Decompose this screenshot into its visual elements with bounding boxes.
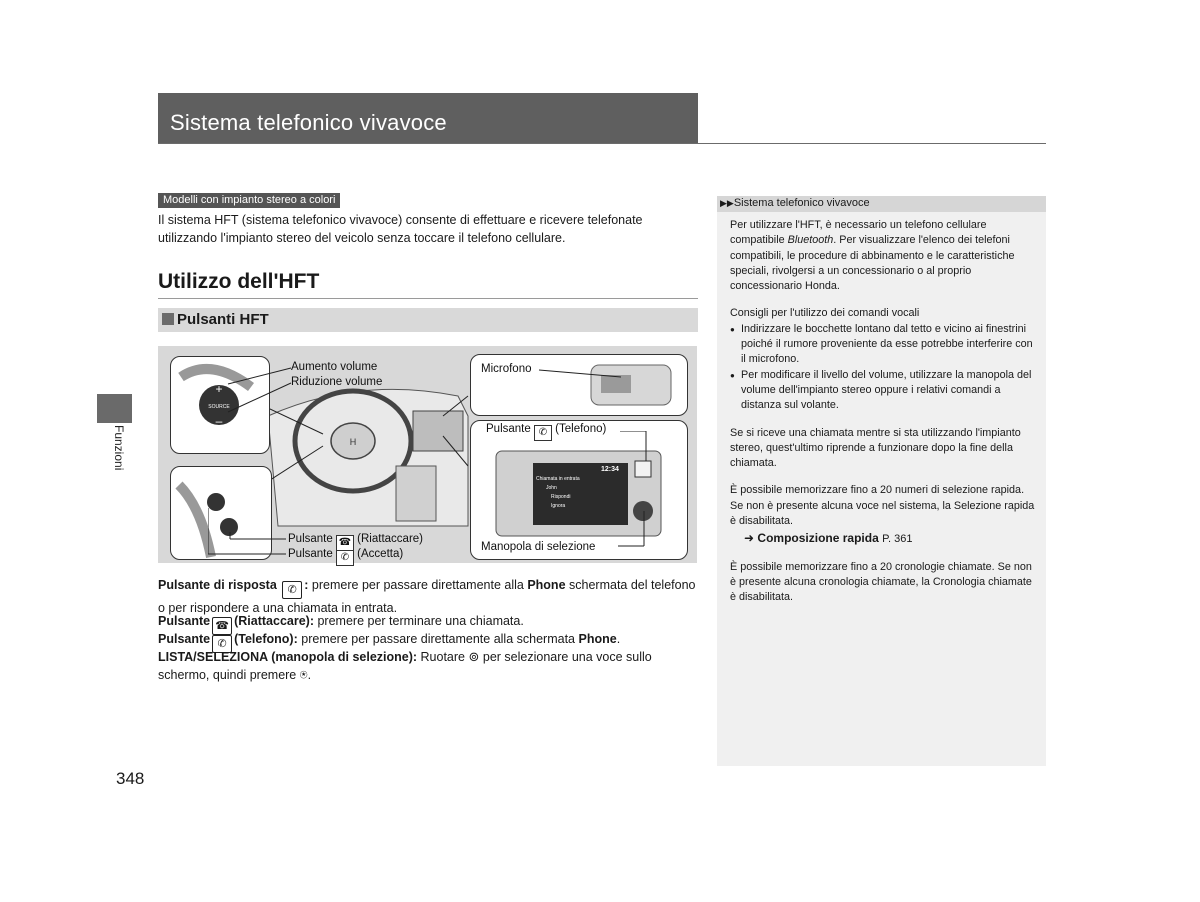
phone-button-label: Pulsante ✆ (Telefono) [486, 423, 606, 441]
answer-icon: ✆ [282, 581, 302, 599]
page-number: 348 [116, 769, 145, 788]
svg-text:H: H [349, 437, 357, 447]
intro-paragraph: Il sistema HFT (sistema telefonico vivavoce) consente di effettuare e ricevere telefonate utilizzando l'impianto stereo del veicolo senza toccare il telefono cellulare. [158, 213, 643, 245]
answer-icon: ✆ [336, 550, 354, 566]
note-p5: È possibile memorizzare fino a 20 cronologie chiamate. Se non è presente alcuna cronologia chiamate, la Cronologia chiamate è disabilitata. [730, 560, 1032, 604]
phone-icon: ✆ [212, 635, 232, 653]
hangup-icon: ☎ [212, 617, 232, 635]
hangup-icon: ☎ [336, 535, 354, 551]
microphone-label: Microfono [481, 363, 532, 375]
screen-line2: John [546, 485, 557, 491]
screen-time: 12:34 [601, 466, 619, 473]
phone-description: Pulsante ✆ (Telefono): premere per passare direttamente alla schermata Phone. [158, 630, 698, 653]
screen-btn-answer: Rispondi [551, 494, 571, 500]
title-rule [158, 143, 1046, 144]
screen-line1: Chiamata in entrata [536, 476, 580, 482]
answer-label: Pulsante ✆ (Accetta) [288, 548, 403, 566]
press-knob-icon: ⍟ [299, 667, 308, 682]
note-tips-title: Consigli per l'utilizzo dei comandi vocali [730, 307, 920, 320]
phone-icon: ✆ [534, 425, 552, 441]
note-tip: ● Indirizzare le bocchette lontano dal tetto e vicino ai finestrini poiché il rumore proveniente da esse potrebbe interferire con il microfono. [730, 322, 1035, 368]
vol-down-label: Riduzione volume [291, 376, 383, 388]
vol-leaders [218, 366, 298, 416]
svg-text:–: – [215, 414, 223, 428]
section-title: Utilizzo dell'HFT [158, 270, 320, 293]
note-p1: Per utilizzare l'HFT, è necessario un telefono cellulare compatibile Bluetooth. Per visualizzare l'elenco dei telefoni compatibili, le procedure di abbinamento e le caratteristiche speciali, rivolgersi a un concessionario o al proprio concessionario Honda. [730, 219, 1015, 293]
rotate-knob-icon: ⊚ [468, 649, 480, 664]
svg-text:+: + [215, 382, 223, 396]
note-heading: ▶▶Sistema telefonico vivavoce [720, 197, 870, 209]
section-rule [158, 298, 698, 299]
list-description: LISTA/SELEZIONA (manopola di selezione): Ruotare ⊚ per selezionare una voce sullo schermo, quindi premere ⍟. [158, 649, 652, 682]
answer-description: Pulsante di risposta ✆ : premere per passare direttamente alla Phone schermata del telefono o per rispondere a una chiamata in entrata. [158, 578, 696, 615]
hangup-label: Pulsante ☎ (Riattaccare) [288, 533, 423, 551]
selector-knob-label: Manopola di selezione [481, 541, 596, 553]
subsection-title: Pulsanti HFT [177, 311, 269, 328]
note-tips-list [730, 322, 1035, 414]
xref-speed-dial[interactable]: ➜ Composizione rapida P. 361 [744, 531, 913, 546]
note-tip: ● Per modificare il livello del volume, utilizzare la manopola del volume dell'impianto stereo oppure i relativi comandi a distanza sul volante. [730, 368, 1035, 414]
phone-leaders [208, 506, 288, 558]
note-body [730, 218, 1035, 618]
audio-leaders [618, 431, 678, 551]
chapter-label: Funzioni [112, 425, 126, 471]
note-p3: Se si riceve una chiamata mentre si sta utilizzando l'impianto stereo, quest'ultimo riprende a funzionare dopo la fine della chiamata. [730, 426, 1021, 470]
model-badge: Modelli con impianto stereo a colori [158, 193, 340, 208]
hangup-description: Pulsante ☎ (Riattaccare): premere per terminare una chiamata. [158, 612, 698, 635]
chapter-tab [97, 394, 132, 423]
subsection-marker [162, 313, 174, 325]
screen-btn-ignore: Ignora [551, 503, 566, 509]
note-arrow-icon: ▶▶ [720, 198, 734, 208]
note-p4: È possibile memorizzare fino a 20 numeri di selezione rapida. Se non è presente alcuna voce nel sistema, la Selezione rapida è disabilitata. [730, 484, 1035, 528]
vol-up-label: Aumento volume [291, 361, 378, 373]
xref-arrow-icon: ➜ [744, 531, 755, 546]
wheel-center-label: SOURCE [208, 404, 230, 410]
hft-figure [158, 346, 697, 563]
page-title: Sistema telefonico vivavoce [170, 110, 447, 135]
